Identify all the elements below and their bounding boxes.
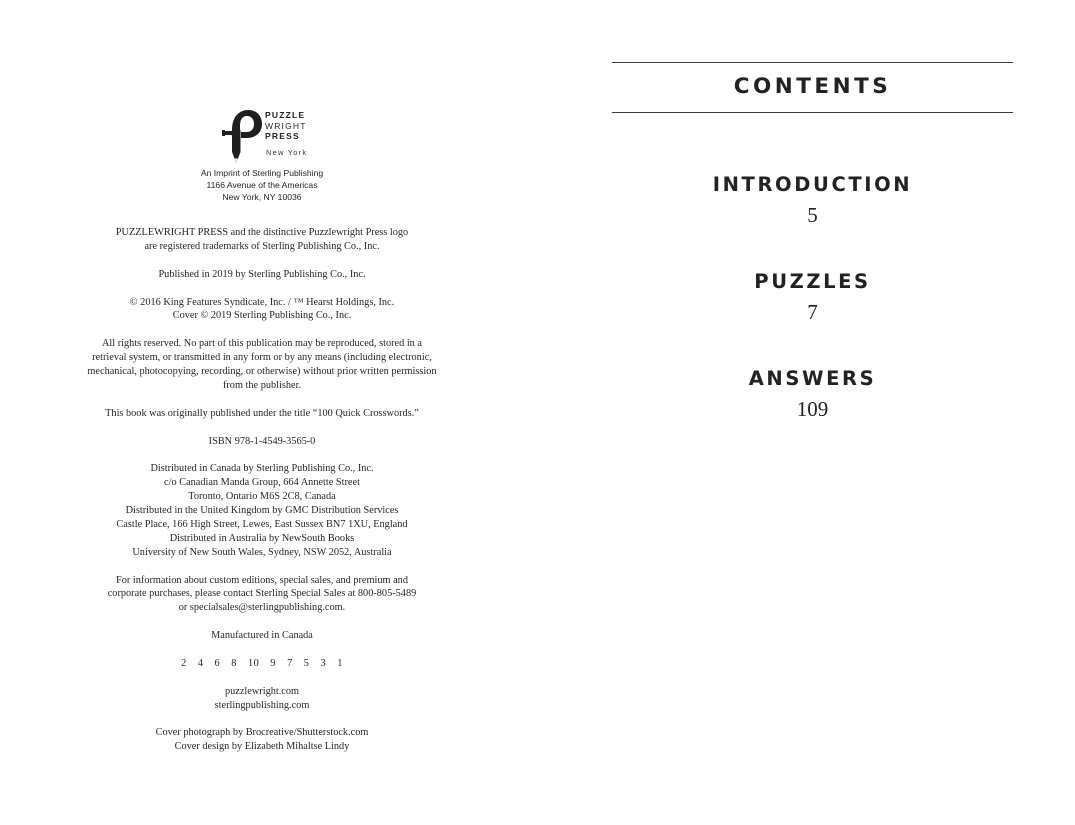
copyright-line: c/o Canadian Manda Group, 664 Annette Street [164,477,360,489]
copyright-line: Distributed in the United Kingdom by GMC Distribution Services [125,505,399,517]
copyright-line: are registered trademarks of Sterling Publishing Co., Inc. [144,240,380,252]
copyright-line: or specialsales@sterlingpublishing.com. [178,602,346,614]
copyright-paragraph [62,726,462,754]
copyright-text [62,226,462,768]
copyright-line: © 2016 King Features Syndicate, Inc. / ™ Hearst Holdings, Inc. [129,296,395,308]
copyright-line: Distributed in Australia by NewSouth Books [169,532,355,544]
copyright-line: 2 4 6 8 10 9 7 5 3 1 [181,657,343,669]
logo-line-2: WRIGHT [265,120,307,131]
copyright-paragraph [62,657,462,671]
copyright-paragraph [62,226,462,254]
copyright-paragraph [62,296,462,324]
copyright-line: corporate purchases, please contact Sterling Special Sales at 800-805-5489 [107,588,417,600]
top-rule [612,62,1013,63]
copyright-line: mechanical, photocopying, recording, or otherwise) without prior written permission [87,366,437,378]
contents-title: CONTENTS [733,74,892,99]
toc-entry-page: 7 [807,300,818,324]
copyright-line: Manufactured in Canada [211,630,313,642]
copyright-line: from the publisher. [222,379,302,391]
logo-city: New York [266,148,308,157]
copyright-line: sterlingpublishing.com [214,699,310,711]
copyright-paragraph [62,337,462,393]
toc-entry-puzzles[interactable] [612,270,1013,326]
copyright-paragraph [62,574,462,616]
copyright-line: University of New South Wales, Sydney, NSW 2052, Australia [132,546,392,558]
copyright-line: Toronto, Ontario M6S 2C8, Canada [188,491,336,503]
pencil-p-logo-icon [220,108,264,166]
copyright-paragraph [62,629,462,643]
copyright-line: Cover design by Elizabeth Mihaltse Lindy [174,741,350,753]
bottom-rule [612,112,1013,113]
publisher-logo [220,108,330,166]
toc-entry-label: ANSWERS [748,367,877,390]
logo-line-3: PRESS [265,131,300,141]
logo-wordmark [265,110,307,142]
copyright-line: PUZZLEWRIGHT PRESS and the distinctive Puzzlewright Press logo [115,227,409,238]
copyright-paragraph [62,462,462,559]
copyright-line: Distributed in Canada by Sterling Publishing Co., Inc. [150,463,374,475]
copyright-line: Cover photograph by Brocreative/Shutterstock.com [155,727,369,739]
copyright-line: Cover © 2019 Sterling Publishing Co., Inc. [172,310,352,322]
toc-entry-page: 109 [796,397,829,421]
copyright-line: puzzlewright.com [224,685,300,697]
imprint-line: 1166 Avenue of the Americas [206,180,318,190]
imprint-line: An Imprint of Sterling Publishing [200,168,324,178]
imprint-line: New York, NY 10036 [222,192,302,202]
copyright-paragraph [62,435,462,449]
toc-entry-page: 5 [807,203,818,227]
copyright-line: All rights reserved. No part of this publication may be reproduced, stored in a [102,338,422,350]
toc-entry-introduction[interactable] [612,173,1013,229]
copyright-line: This book was originally published under the title “100 Quick Crosswords.” [105,407,419,419]
copyright-page [0,0,537,825]
imprint-address [162,167,362,203]
toc-entry-answers[interactable] [612,367,1013,423]
copyright-line: Published in 2019 by Sterling Publishing Co., Inc. [158,268,366,280]
copyright-line: retrieval system, or transmitted in any form or by any means (including electronic, [92,352,432,364]
copyright-paragraph [62,685,462,713]
toc-entry-label: PUZZLES [754,270,871,293]
copyright-paragraph [62,407,462,421]
contents-page [537,0,1075,825]
copyright-paragraph [62,268,462,282]
copyright-line: ISBN 978-1-4549-3565-0 [208,435,316,447]
logo-line-1: PUZZLE [265,110,306,120]
copyright-line: For information about custom editions, special sales, and premium and [116,574,408,586]
copyright-line: Castle Place, 166 High Street, Lewes, East Sussex BN7 1XU, England [116,518,408,530]
toc-entry-label: INTRODUCTION [712,173,913,196]
